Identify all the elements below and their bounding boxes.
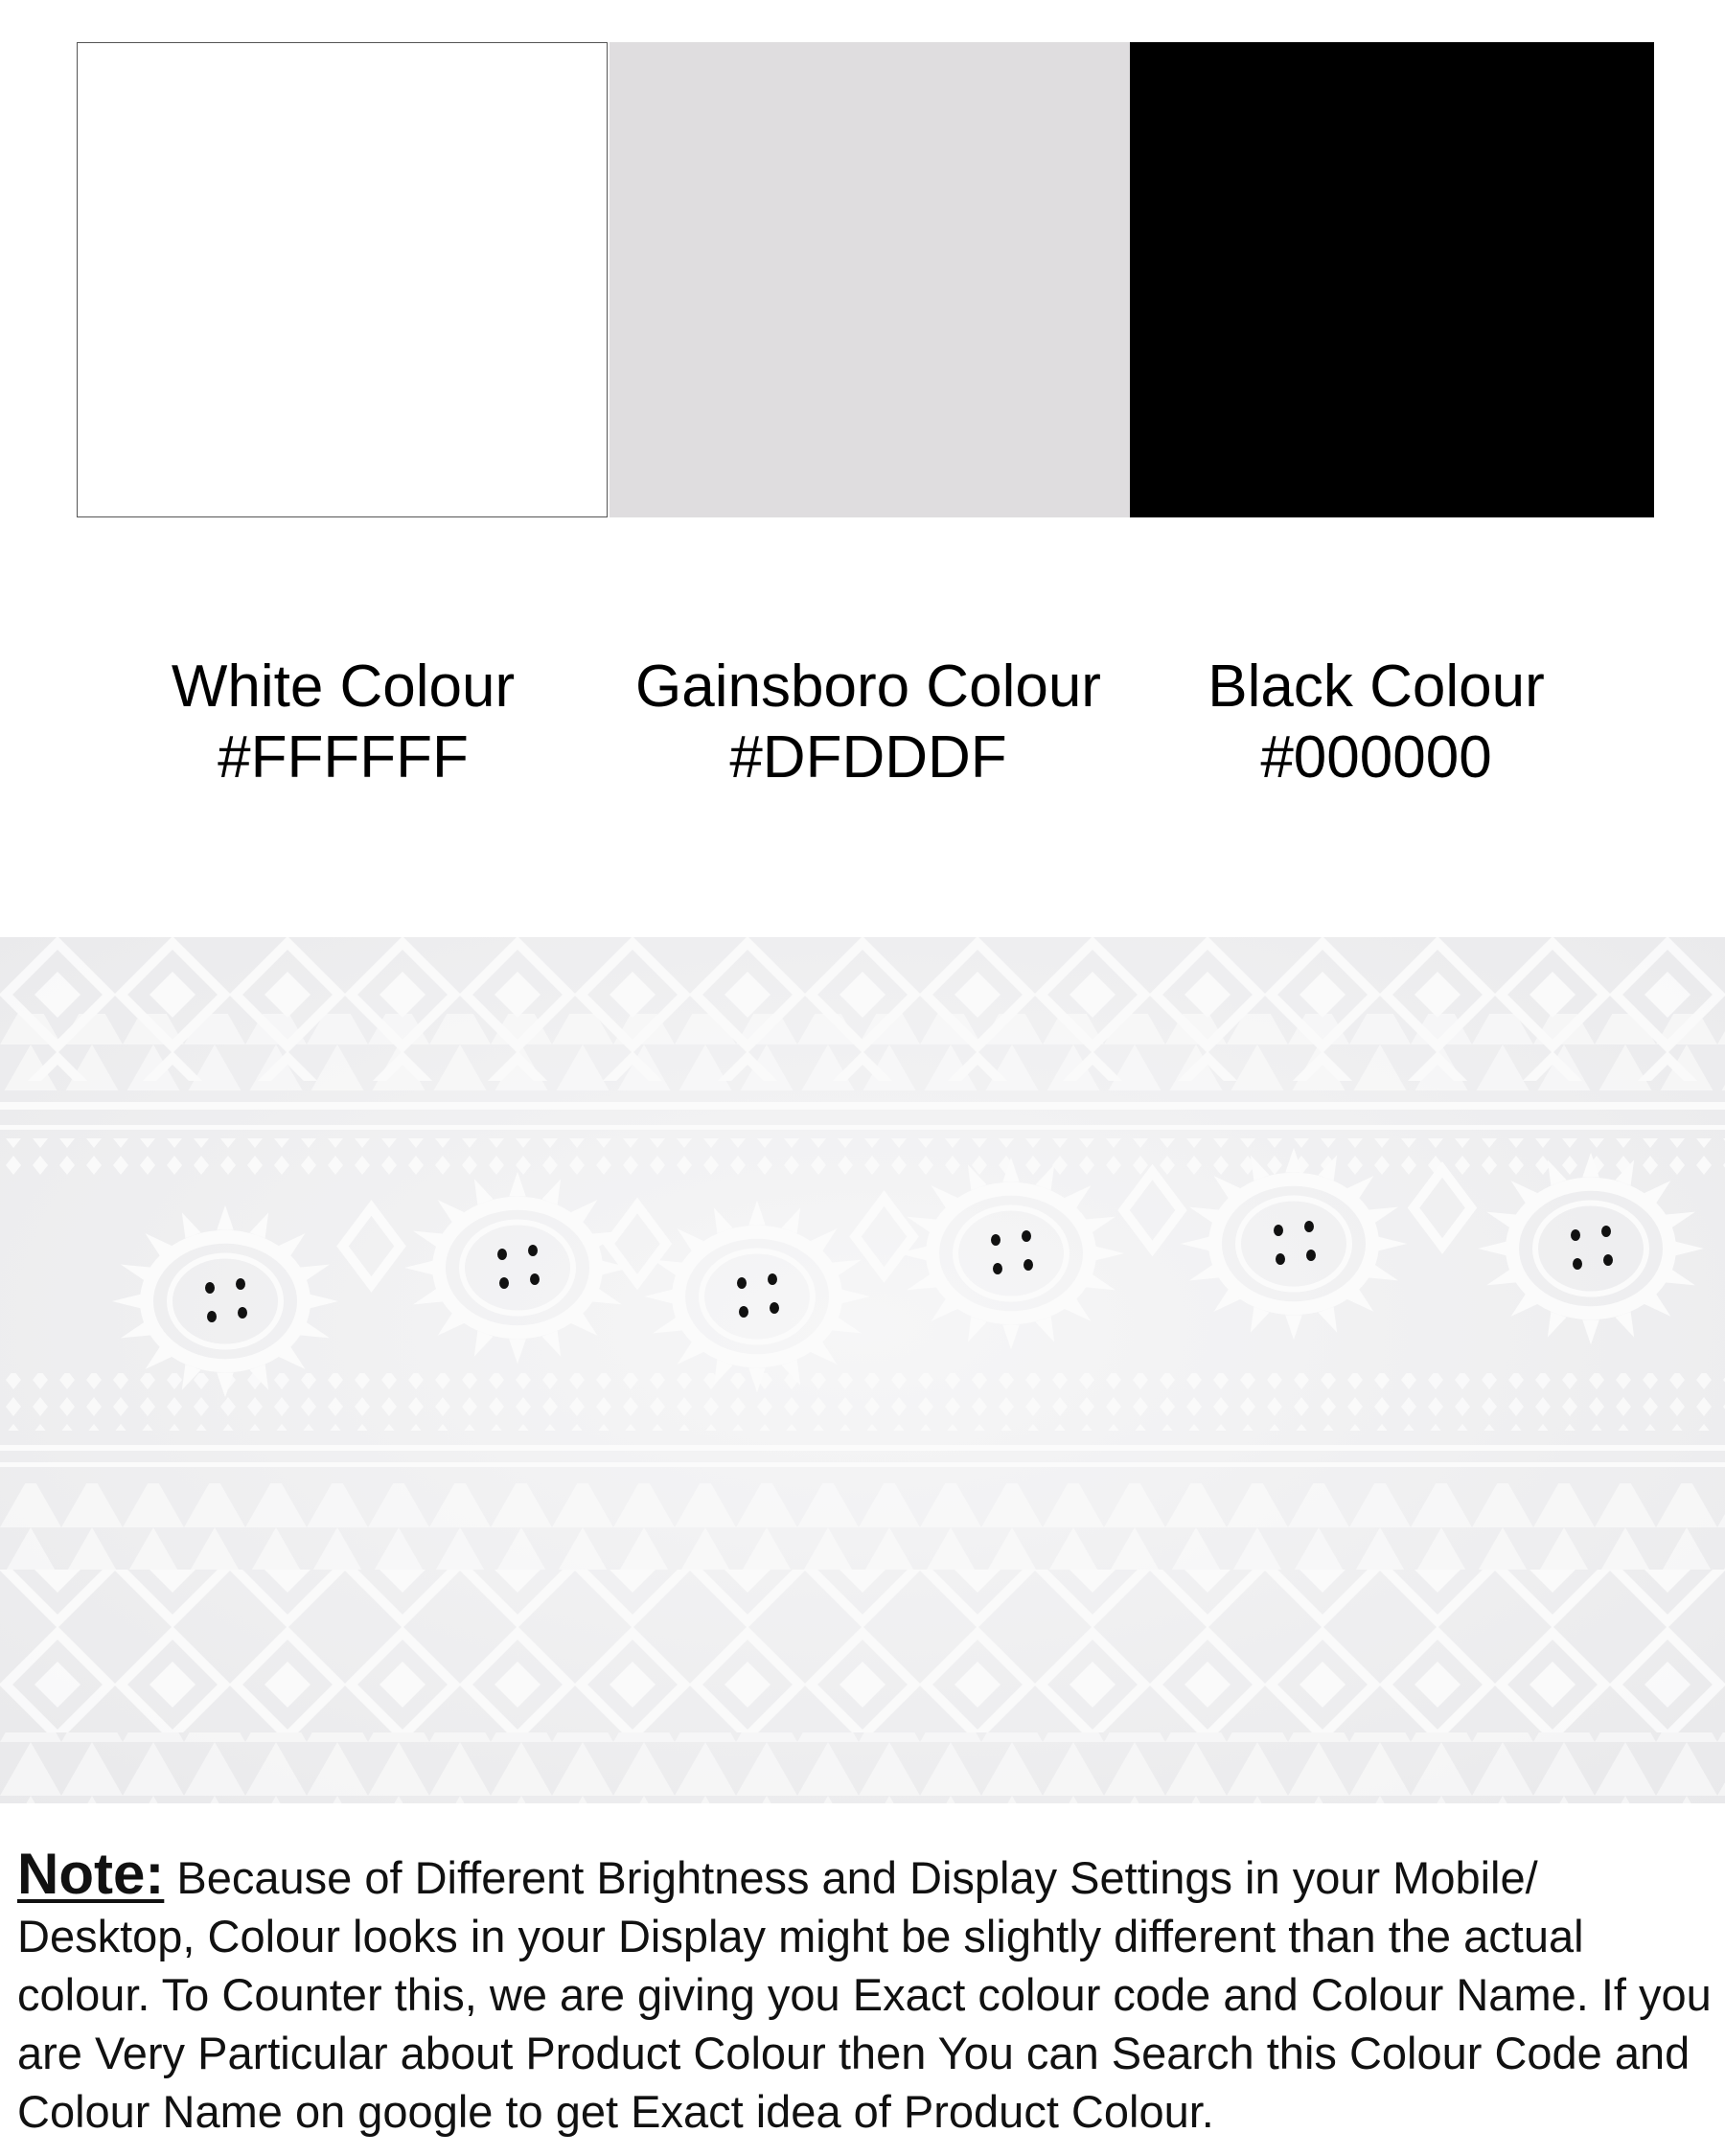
fabric-texture-image (0, 937, 1725, 1803)
black-colour-label (1079, 652, 1673, 793)
gainsboro-swatch (610, 42, 1130, 517)
white-swatch (77, 42, 608, 517)
gainsboro-colour-label (571, 652, 1165, 793)
fabric-pattern (0, 937, 1725, 1803)
colour-name: White Colour (171, 654, 516, 720)
note-heading: Note: (17, 1842, 165, 1906)
colour-name: Black Colour (1208, 654, 1545, 720)
colour-hex: #DFDDDF (729, 724, 1007, 791)
black-swatch (1130, 42, 1654, 517)
note-text: Because of Different Brightness and Display Settings in your Mobile/ Desktop, Colour looks in your Display might be slightly different than the actual colour. To Counter this, we are giving you Exact colour code and Colour Name. If you are Very Particular about Product Colour then You can Search this Colour Code and Colour Name on google to get Exact idea of Product Colour. (17, 1852, 1712, 2137)
colour-hex: #000000 (1260, 724, 1492, 791)
colour-name: Gainsboro Colour (635, 654, 1101, 720)
disclaimer-note (17, 1842, 1714, 2141)
white-colour-label (46, 652, 640, 793)
colour-hex: #FFFFFF (218, 724, 469, 791)
